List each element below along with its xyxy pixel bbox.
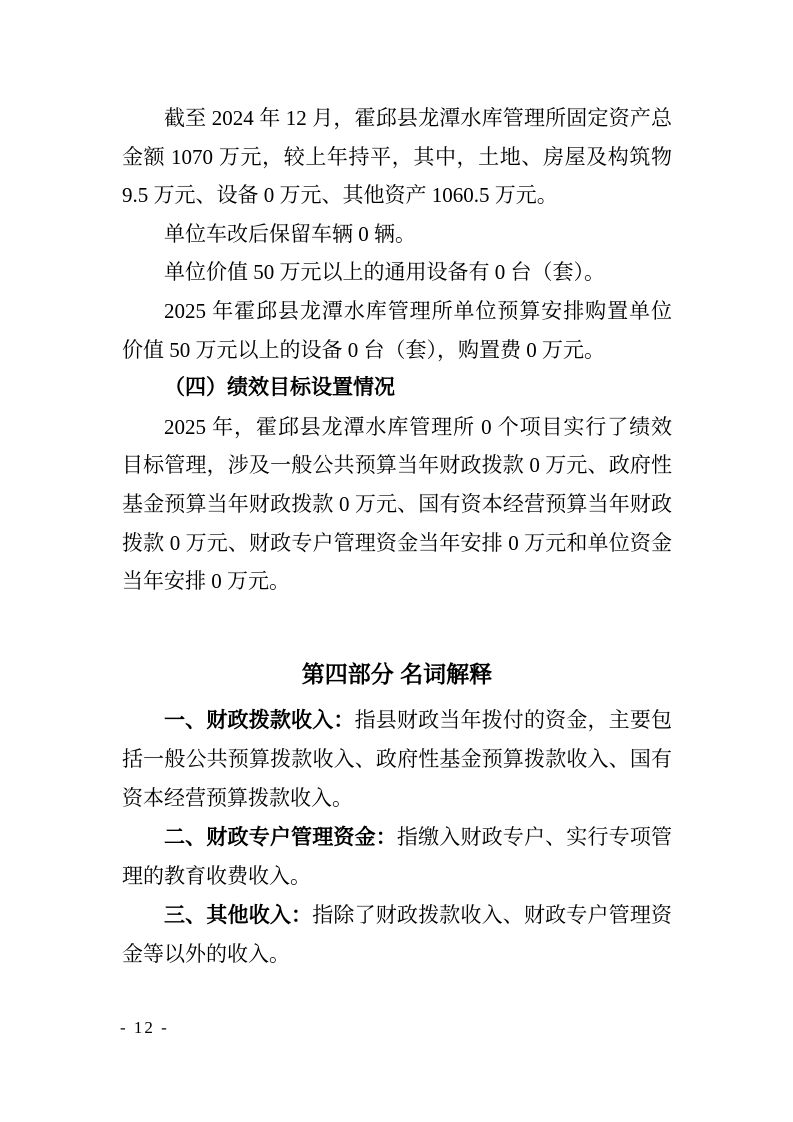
term-definition: 指除了财政拨款收入、财政专户管理资金等以外的收入。	[122, 902, 672, 967]
heading-performance-targets: （四）绩效目标设置情况	[164, 376, 395, 400]
page-number: - 12 -	[120, 1018, 169, 1037]
term-item-fiscal-appropriation-income	[122, 701, 672, 818]
term-label: 一、财政拨款收入：	[164, 708, 355, 732]
paragraph-general-equipment: 单位价值 50 万元以上的通用设备有 0 台（套）。	[164, 260, 605, 285]
term-item-other-income	[122, 896, 672, 974]
heading-part-four-glossary: 第四部分 名词解释	[301, 660, 493, 687]
term-item-fiscal-special-account-funds	[122, 818, 672, 896]
term-label: 二、财政专户管理资金：	[164, 825, 397, 849]
paragraph-2025-equipment-purchase: 2025 年霍邱县龙潭水库管理所单位预算安排购置单位价值 50 万元以上的设备 0 台（套），购置费 0 万元。	[122, 298, 672, 362]
term-definition: 指县财政当年拨付的资金，主要包括一般公共预算拨款收入、政府性基金预算拨款收入、国有资本经营预算拨款收入。	[122, 707, 673, 810]
paragraph-fixed-assets: 截至 2024 年 12 月，霍邱县龙潭水库管理所固定资产总金额 1070 万元，较上年持平，其中，土地、房屋及构筑物 9.5 万元、设备 0 万元、其他资产 1060.5 万元。	[122, 106, 672, 208]
term-label: 三、其他收入：	[164, 903, 313, 927]
term-definition: 指缴入财政专户、实行专项管理的教育收费收入。	[122, 824, 673, 889]
document-content	[122, 99, 672, 974]
paragraph-performance-targets: 2025 年，霍邱县龙潭水库管理所 0 个项目实行了绩效目标管理，涉及一般公共预算当年财政拨款 0 万元、政府性基金预算当年财政拨款 0 万元、国有资本经营预算当年财政拨款 0 万元、财政专户管理资金当年安排 0 万元和单位资金当年安排 0 万元。	[122, 414, 672, 594]
paragraph-retained-vehicles: 单位车改后保留车辆 0 辆。	[164, 221, 416, 246]
